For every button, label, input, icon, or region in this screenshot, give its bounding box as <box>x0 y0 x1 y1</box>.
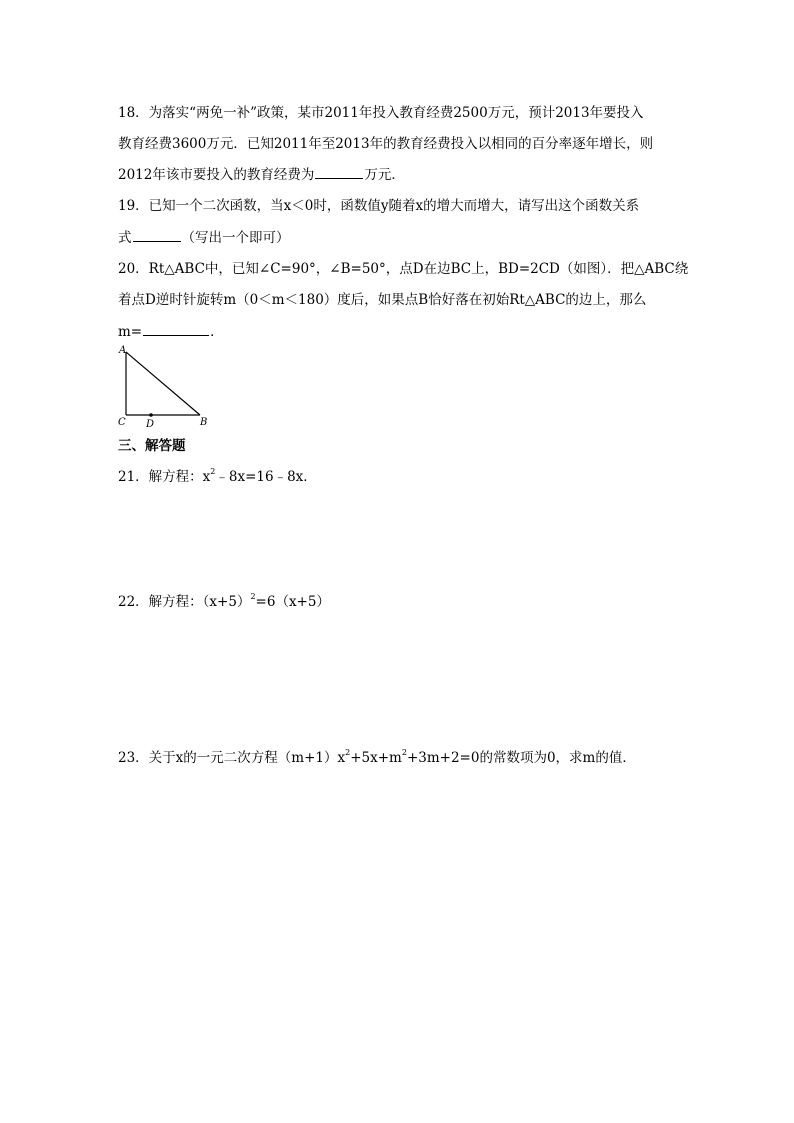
q20-line-2: 着点D逆时针旋转m（0＜m＜180）度后，如果点B恰好落在初始Rt△ABC的边上，那么 <box>118 292 647 308</box>
q18-line-3 <box>118 165 405 184</box>
q18-line-3-end: 万元． <box>364 167 405 183</box>
q18-line-1: 18．为落实“两免一补”政策，某市2011年投入教育经费2500万元，预计2013年要投入 <box>118 105 644 121</box>
q23-part-1: 23．关于x的一元二次方程（m+1）x <box>118 750 346 766</box>
q19-line-2 <box>118 228 290 247</box>
q22-line <box>118 593 330 611</box>
q23-line <box>118 749 636 767</box>
q19-line-2-text: 式 <box>118 230 132 246</box>
q21-line <box>118 468 317 486</box>
triangle-figure <box>112 342 222 432</box>
q19-line-1: 19．已知一个二次函数，当x＜0时，函数值y随着x的增大而增大，请写出这个函数关系 <box>118 198 640 214</box>
q23-part-2: +5x+m <box>350 750 402 766</box>
q22-suffix: =6（x+5） <box>255 594 330 610</box>
q20-line-3-end: ． <box>210 324 224 340</box>
q20-answer-blank <box>143 322 209 336</box>
q18-line-2: 教育经费3600万元．已知2011年至2013年的教育经费投入以相同的百分率逐年增长，则 <box>118 136 654 152</box>
q23-exponent-1: 2 <box>345 747 351 757</box>
point-d <box>149 413 153 417</box>
q21-suffix: ﹣8x=16﹣8x． <box>215 469 317 485</box>
q21-prefix: 21．解方程：x <box>118 469 211 485</box>
q23-part-3: +3m+2=0的常数项为0，求m的值． <box>406 750 636 766</box>
label-d: D <box>146 419 155 430</box>
q18-answer-blank <box>315 165 363 179</box>
q20-line-1: 20．Rt△ABC中，已知∠C=90°，∠B=50°，点D在边BC上，BD=2CD（如图）．把△ABC绕 <box>118 261 689 277</box>
q20-line-3-text: m= <box>118 324 143 340</box>
section-title: 三、解答题 <box>118 438 186 454</box>
q18-line-3-text: 2012年该市要投入的教育经费为 <box>118 167 315 183</box>
q19-answer-blank <box>133 228 181 242</box>
label-b: B <box>200 417 208 428</box>
label-a: A <box>119 345 127 356</box>
label-c: C <box>118 417 126 428</box>
q19-line-2-end: （写出一个即可） <box>181 230 290 246</box>
q22-prefix: 22．解方程：（x+5） <box>118 594 251 610</box>
q20-line-3 <box>118 322 224 341</box>
q21-exponent: 2 <box>210 466 216 476</box>
q22-exponent: 2 <box>250 591 256 601</box>
q23-exponent-2: 2 <box>401 747 407 757</box>
side-ab <box>126 352 200 415</box>
